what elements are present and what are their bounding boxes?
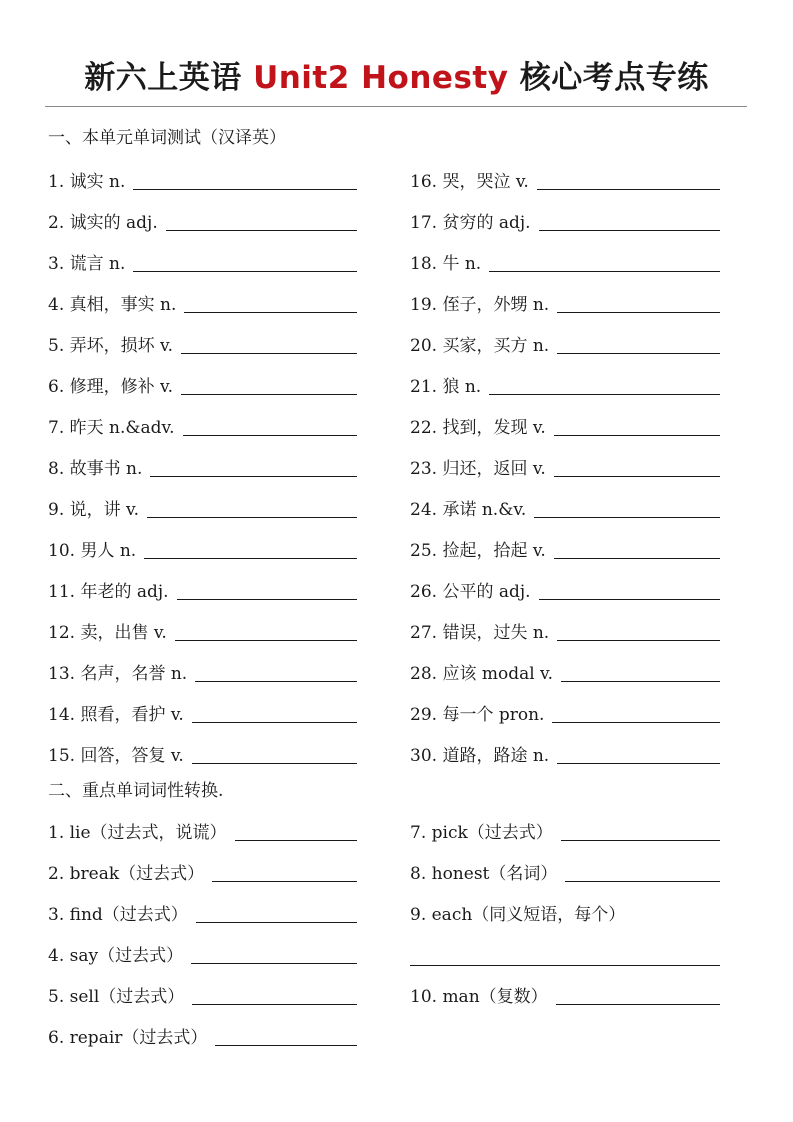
vocab-item-9 (48, 495, 357, 521)
vocab-item-20 (410, 331, 720, 357)
vocab-prompt: 20. 买家，买方 n. (410, 336, 550, 356)
transform-item-3 (48, 900, 357, 926)
transform-prompt: 9. each（同义短语，每个） (410, 905, 626, 925)
page-title (0, 56, 793, 100)
answer-blank[interactable] (561, 840, 720, 841)
answer-blank[interactable] (166, 230, 357, 231)
transform-item-8 (410, 859, 720, 885)
vocab-item-7 (48, 413, 357, 439)
vocab-prompt: 25. 捡起，拾起 v. (410, 541, 546, 561)
answer-blank[interactable] (534, 517, 720, 518)
vocab-item-2 (48, 208, 357, 234)
vocab-item-10 (48, 536, 357, 562)
vocab-item-23 (410, 454, 720, 480)
answer-blank[interactable] (133, 189, 357, 190)
transform-prompt: 3. find（过去式） (48, 905, 188, 925)
answer-blank[interactable] (554, 476, 720, 477)
vocab-prompt: 27. 错误，过失 n. (410, 623, 550, 643)
answer-blank[interactable] (175, 640, 357, 641)
answer-blank[interactable] (410, 965, 720, 966)
vocab-item-3 (48, 249, 357, 275)
vocab-item-11 (48, 577, 357, 603)
vocab-prompt: 7. 昨天 n.&adv. (48, 418, 175, 438)
vocab-prompt: 10. 男人 n. (48, 541, 137, 561)
title-unit: Unit2 Honesty (253, 60, 509, 96)
vocab-item-4 (48, 290, 357, 316)
answer-blank[interactable] (147, 517, 357, 518)
vocab-prompt: 4. 真相，事实 n. (48, 295, 177, 315)
vocab-item-25 (410, 536, 720, 562)
vocab-item-24 (410, 495, 720, 521)
answer-blank[interactable] (556, 1004, 720, 1005)
answer-blank[interactable] (539, 599, 720, 600)
vocab-prompt: 5. 弄坏，损坏 v. (48, 336, 174, 356)
vocab-prompt: 24. 承诺 n.&v. (410, 500, 527, 520)
vocab-item-17 (410, 208, 720, 234)
vocab-prompt: 16. 哭，哭泣 v. (410, 172, 529, 192)
vocab-item-13 (48, 659, 357, 685)
vocab-prompt: 23. 归还，返回 v. (410, 459, 546, 479)
vocab-prompt: 1. 诚实 n. (48, 172, 126, 192)
vocab-prompt: 6. 修理，修补 v. (48, 377, 174, 397)
transform-prompt: 1. lie（过去式，说谎） (48, 823, 227, 843)
answer-blank[interactable] (561, 681, 720, 682)
answer-blank[interactable] (537, 189, 720, 190)
vocab-prompt: 22. 找到，发现 v. (410, 418, 546, 438)
answer-blank[interactable] (177, 599, 357, 600)
answer-blank[interactable] (192, 722, 357, 723)
transform-item-1 (48, 818, 357, 844)
transform-item-6 (48, 1023, 357, 1049)
vocab-item-29 (410, 700, 720, 726)
vocab-item-19 (410, 290, 720, 316)
vocab-item-6 (48, 372, 357, 398)
vocab-prompt: 21. 狼 n. (410, 377, 482, 397)
vocab-prompt: 12. 卖，出售 v. (48, 623, 167, 643)
vocab-prompt: 13. 名声，名誉 n. (48, 664, 188, 684)
answer-blank[interactable] (191, 963, 357, 964)
transform-item-7 (410, 818, 720, 844)
vocab-item-18 (410, 249, 720, 275)
vocab-prompt: 15. 回答，答复 v. (48, 746, 184, 766)
transform-item-2 (48, 859, 357, 885)
vocab-item-12 (48, 618, 357, 644)
answer-blank[interactable] (539, 230, 720, 231)
vocab-prompt: 8. 故事书 n. (48, 459, 143, 479)
transform-prompt: 6. repair（过去式） (48, 1028, 208, 1048)
answer-blank[interactable] (557, 312, 720, 313)
answer-blank[interactable] (554, 435, 720, 436)
answer-blank[interactable] (557, 353, 720, 354)
answer-blank[interactable] (133, 271, 357, 272)
transform-prompt: 8. honest（名词） (410, 864, 558, 884)
answer-blank[interactable] (489, 394, 720, 395)
transform-prompt: 4. say（过去式） (48, 946, 184, 966)
vocab-prompt: 30. 道路，路途 n. (410, 746, 550, 766)
answer-blank[interactable] (235, 840, 357, 841)
vocab-prompt: 14. 照看，看护 v. (48, 705, 184, 725)
vocab-item-1 (48, 167, 357, 193)
vocab-prompt: 26. 公平的 adj. (410, 582, 531, 602)
transform-item-10 (410, 982, 720, 1008)
transform-item-4 (48, 941, 357, 967)
answer-blank[interactable] (184, 312, 357, 313)
vocab-prompt: 3. 谎言 n. (48, 254, 126, 274)
answer-blank[interactable] (181, 353, 357, 354)
title-prefix: 新六上英语 (84, 60, 254, 96)
transform-prompt: 10. man（复数） (410, 987, 548, 1007)
answer-blank[interactable] (557, 763, 720, 764)
answer-blank[interactable] (144, 558, 357, 559)
section-1-heading: 一、本单元单词测试（汉译英） (48, 128, 286, 148)
answer-blank[interactable] (192, 1004, 357, 1005)
transform-prompt: 7. pick（过去式） (410, 823, 553, 843)
section-2-heading: 二、重点单词词性转换. (48, 781, 224, 801)
vocab-item-22 (410, 413, 720, 439)
vocab-prompt: 2. 诚实的 adj. (48, 213, 158, 233)
answer-blank[interactable] (150, 476, 357, 477)
vocab-item-28 (410, 659, 720, 685)
vocab-item-16 (410, 167, 720, 193)
answer-blank[interactable] (557, 640, 720, 641)
transform-item-5 (48, 982, 357, 1008)
vocab-prompt: 28. 应该 modal v. (410, 664, 554, 684)
answer-blank[interactable] (192, 763, 357, 764)
transform-prompt: 2. break（过去式） (48, 864, 205, 884)
answer-blank[interactable] (489, 271, 720, 272)
title-divider (45, 106, 747, 107)
answer-blank[interactable] (212, 881, 357, 882)
vocab-prompt: 17. 贫穷的 adj. (410, 213, 531, 233)
answer-blank[interactable] (215, 1045, 357, 1046)
vocab-item-21 (410, 372, 720, 398)
vocab-item-27 (410, 618, 720, 644)
vocab-item-26 (410, 577, 720, 603)
transform-prompt: 5. sell（过去式） (48, 987, 185, 1007)
vocab-prompt: 29. 每一个 pron. (410, 705, 545, 725)
answer-blank[interactable] (554, 558, 720, 559)
transform-item-9 (410, 900, 720, 926)
answer-blank[interactable] (183, 435, 357, 436)
vocab-item-8 (48, 454, 357, 480)
vocab-prompt: 11. 年老的 adj. (48, 582, 169, 602)
vocab-prompt: 9. 说，讲 v. (48, 500, 140, 520)
answer-blank[interactable] (181, 394, 357, 395)
answer-blank[interactable] (565, 881, 720, 882)
vocab-item-15 (48, 741, 357, 767)
vocab-item-30 (410, 741, 720, 767)
vocab-prompt: 19. 侄子，外甥 n. (410, 295, 550, 315)
answer-blank[interactable] (552, 722, 720, 723)
answer-blank[interactable] (196, 922, 357, 923)
answer-blank[interactable] (195, 681, 357, 682)
vocab-item-5 (48, 331, 357, 357)
title-suffix: 核心考点专练 (508, 60, 709, 96)
vocab-item-14 (48, 700, 357, 726)
vocab-prompt: 18. 牛 n. (410, 254, 482, 274)
